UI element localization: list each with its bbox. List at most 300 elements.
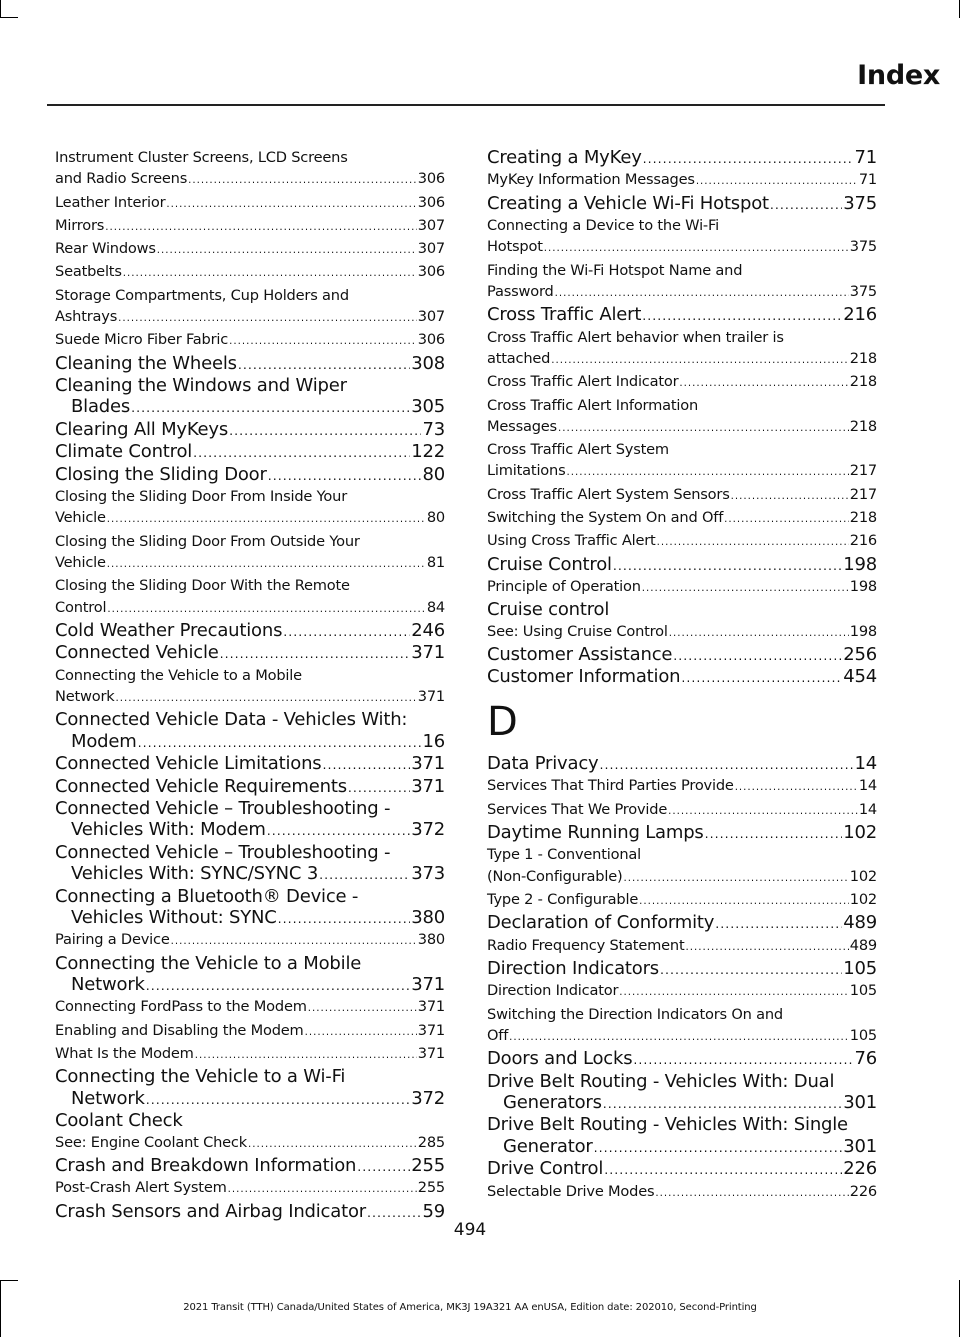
entry-text: Creating a MyKey (487, 147, 642, 168)
entry-text-cont: Vehicles Without: SYNC (71, 906, 277, 928)
index-entry[interactable] (55, 192, 445, 215)
page-ref: 255 (411, 1154, 445, 1176)
index-entry[interactable] (487, 822, 877, 844)
entry-text: Connected Vehicle – Troubleshooting - (55, 797, 391, 819)
page-ref: 372 (411, 819, 445, 841)
dot-leader (657, 532, 849, 553)
entry-text-cont: Generator (503, 1135, 593, 1157)
entry-text: Declaration of Conformity (487, 912, 715, 934)
entry-text: Radio Frequency Statement (487, 936, 685, 954)
entry-text: Cross Traffic Alert (487, 304, 642, 326)
entry-text: What Is the Modem (55, 1045, 194, 1063)
index-entry[interactable] (487, 912, 877, 934)
page-ref: 306 (417, 331, 445, 349)
page-ref: 371 (411, 974, 445, 996)
page-ref: 306 (417, 193, 445, 211)
index-entry[interactable] (55, 798, 445, 842)
page-ref: 226 (849, 1182, 877, 1200)
index-entry[interactable] (487, 935, 877, 958)
index-entry[interactable] (55, 753, 445, 775)
dot-leader (283, 621, 410, 642)
dot-leader (668, 801, 858, 822)
entry-text: Direction Indicators (487, 957, 659, 979)
entry-continuation (55, 819, 445, 841)
index-entry[interactable] (55, 1066, 445, 1110)
entry-text: Rear Windows (55, 240, 156, 258)
dot-leader (696, 171, 858, 192)
index-entry[interactable] (55, 642, 445, 664)
entry-continuation (487, 460, 877, 483)
entry-continuation (55, 396, 445, 418)
entry-text: Cross Traffic Alert Indicator (487, 373, 679, 391)
index-entry[interactable] (55, 486, 445, 531)
dot-leader (118, 308, 417, 329)
index-entry[interactable] (487, 554, 877, 576)
page-ref: 380 (411, 906, 445, 928)
dot-leader (685, 937, 848, 958)
entry-text: Crash and Breakdown Information (55, 1154, 357, 1176)
entry-text: Mirrors (55, 216, 105, 234)
index-entry[interactable] (55, 953, 445, 997)
index-entry[interactable] (487, 644, 877, 666)
page-ref: 255 (417, 1179, 445, 1197)
page-ref: 306 (417, 263, 445, 281)
entry-text: Selectable Drive Modes (487, 1182, 655, 1200)
page-ref: 71 (858, 171, 877, 189)
dot-leader (770, 194, 842, 215)
page-ref: 301 (843, 1092, 877, 1113)
entry-continuation (487, 416, 877, 439)
dot-leader (107, 599, 425, 620)
entry-continuation (55, 907, 445, 929)
dot-leader (643, 148, 854, 169)
dot-leader (681, 667, 842, 688)
page-ref: 226 (843, 1158, 877, 1180)
entry-text-cont: attached (487, 350, 551, 367)
index-entry[interactable] (487, 484, 877, 507)
page-ref: 308 (411, 352, 445, 374)
index-entry[interactable] (55, 285, 445, 330)
index-entry[interactable] (487, 1048, 877, 1070)
entry-text-cont: Limitations (487, 462, 566, 480)
entry-text: Closing the Sliding Door From Outside Your (55, 532, 360, 550)
index-entry[interactable] (487, 1181, 877, 1204)
index-entry[interactable] (55, 531, 445, 576)
dot-leader (228, 1179, 417, 1200)
index-entry[interactable] (487, 599, 877, 620)
entry-text: Type 2 - Configurable (487, 890, 639, 908)
index-entry[interactable] (487, 395, 877, 440)
index-entry[interactable] (487, 576, 877, 599)
page-ref: 198 (843, 553, 877, 575)
entry-text: Seatbelts (55, 263, 122, 281)
entry-text: Services That Third Parties Provide (487, 777, 734, 795)
dot-leader (633, 1049, 853, 1070)
page-ref: 380 (417, 931, 445, 949)
entry-continuation (487, 1092, 877, 1114)
entry-text: Direction Indicator (487, 982, 619, 1000)
entry-text: Instrument Cluster Screens, LCD Screens (55, 149, 348, 166)
dot-leader (509, 1027, 849, 1048)
crop-mark-top-left-h (0, 17, 18, 18)
index-entry[interactable] (487, 666, 877, 688)
page-ref: 216 (843, 304, 877, 326)
entry-text: Drive Belt Routing - Vehicles With: Single (487, 1114, 848, 1136)
entry-continuation (55, 168, 445, 191)
page-ref: 102 (849, 867, 877, 885)
index-entry[interactable] (55, 238, 445, 261)
entry-text: Cleaning the Wheels (55, 352, 237, 374)
entry-text: Climate Control (55, 441, 193, 463)
dot-leader (268, 465, 422, 486)
entry-text: Post-Crash Alert System (55, 1179, 227, 1197)
entry-text: Clearing All MyKeys (55, 418, 229, 440)
entry-text: Finding the Wi-Fi Hotspot Name and (487, 261, 743, 279)
page-ref: 14 (858, 777, 877, 795)
index-entry[interactable] (487, 844, 877, 889)
dot-leader (558, 418, 849, 439)
entry-text: Connected Vehicle – Troubleshooting - (55, 841, 391, 863)
entry-continuation (55, 597, 445, 620)
index-column-left (55, 147, 445, 1223)
entry-text: Customer Information (487, 666, 681, 688)
page-ref: 301 (843, 1135, 877, 1157)
entry-text-cont: Hotspot (487, 238, 543, 256)
index-entry[interactable] (487, 1004, 877, 1049)
index-entry[interactable] (55, 1110, 445, 1131)
index-entry[interactable] (487, 371, 877, 394)
index-entry[interactable] (55, 776, 445, 798)
dot-leader (604, 1159, 842, 1180)
entry-text: Cross Traffic Alert System Sensors (487, 485, 730, 503)
index-entry[interactable] (487, 1114, 877, 1158)
page-ref: 216 (849, 532, 877, 550)
entry-text: Connecting FordPass to the Modem (55, 998, 307, 1016)
index-entry[interactable] (487, 799, 877, 822)
page-ref: 76 (854, 1048, 877, 1070)
dot-leader (248, 1134, 417, 1155)
page-ref: 371 (411, 753, 445, 775)
index-entry[interactable] (487, 753, 877, 775)
page-ref: 122 (411, 441, 445, 463)
index-entry[interactable] (487, 980, 877, 1003)
entry-text-cont: Control (55, 598, 107, 616)
dot-leader (566, 462, 848, 483)
dot-leader (220, 643, 411, 664)
crop-mark-top-left (0, 0, 1, 18)
crop-mark-bottom-left-h (0, 1280, 18, 1281)
page-ref: 306 (417, 170, 445, 188)
dot-leader (639, 891, 849, 912)
index-entry[interactable] (487, 1158, 877, 1180)
index-entry[interactable] (487, 530, 877, 553)
entry-text: Data Privacy (487, 752, 599, 774)
page-ref: 73 (422, 418, 445, 440)
index-entry[interactable] (55, 147, 445, 192)
index-entry[interactable] (55, 1020, 445, 1043)
index-entry[interactable] (487, 304, 877, 326)
index-entry[interactable] (55, 886, 445, 930)
entry-text: Type 1 - Conventional (487, 846, 641, 864)
index-entry[interactable] (487, 327, 877, 372)
index-entry[interactable] (55, 419, 445, 441)
index-entry[interactable] (55, 665, 445, 710)
page-ref: 102 (843, 821, 877, 843)
index-entry[interactable] (55, 1155, 445, 1177)
page-ref: 71 (854, 147, 877, 168)
entry-text: Cold Weather Precautions (55, 619, 283, 641)
dot-leader (138, 732, 422, 753)
entry-text: Coolant Check (55, 1110, 183, 1132)
page-ref: 372 (411, 1087, 445, 1109)
entry-text-cont: Network (55, 688, 115, 705)
index-entry[interactable] (55, 261, 445, 284)
page-ref: 489 (843, 912, 877, 934)
entry-continuation (487, 348, 877, 371)
entry-text: Connecting the Vehicle to a Wi-Fi (55, 1066, 346, 1088)
entry-text: Connecting a Bluetooth® Device - (55, 885, 359, 907)
entry-text: Connected Vehicle Requirements (55, 775, 347, 797)
page-ref: 371 (411, 642, 445, 664)
dot-leader (107, 509, 426, 530)
dot-leader (357, 1156, 410, 1177)
index-entry[interactable] (55, 1043, 445, 1066)
entry-text-cont: Vehicles With: SYNC/SYNC 3 (71, 863, 319, 885)
page-ref: 218 (849, 509, 877, 527)
entry-continuation (55, 974, 445, 996)
dot-leader (308, 998, 417, 1019)
entry-text: Crash Sensors and Airbag Indicator (55, 1200, 366, 1222)
entry-text: Storage Compartments, Cup Holders and (55, 286, 349, 304)
index-entry[interactable] (55, 929, 445, 952)
dot-leader (551, 350, 848, 371)
dot-leader (735, 777, 858, 798)
entry-continuation (487, 236, 877, 259)
dot-leader (613, 555, 842, 576)
page-ref: 307 (417, 240, 445, 258)
dot-leader (322, 754, 410, 775)
entry-text: Switching the Direction Indicators On and (487, 1005, 783, 1023)
entry-continuation (55, 686, 445, 709)
dot-leader (157, 240, 417, 261)
entry-text-cont: Modem (71, 730, 137, 752)
entry-continuation (55, 507, 445, 530)
page-ref: 14 (854, 752, 877, 774)
page-ref: 84 (426, 598, 445, 616)
dot-leader (603, 1093, 842, 1114)
entry-text-cont: Network (71, 974, 145, 996)
entry-text: Drive Belt Routing - Vehicles With: Dual (487, 1070, 835, 1092)
entry-text: Suede Micro Fiber Fabric (55, 331, 229, 349)
index-entry[interactable] (55, 441, 445, 463)
index-entry[interactable] (487, 147, 877, 169)
page-ref: 454 (843, 666, 877, 688)
entry-text: Using Cross Traffic Alert (487, 532, 656, 550)
page-ref: 285 (417, 1133, 445, 1151)
index-entry[interactable] (55, 464, 445, 486)
dot-leader (193, 442, 410, 463)
page-ref: 198 (849, 622, 877, 640)
entry-text: Cleaning the Windows and Wiper (55, 375, 347, 397)
page-ref: 371 (417, 688, 445, 705)
page-ref: 105 (849, 982, 877, 1000)
dot-leader (724, 509, 849, 530)
dot-leader (146, 975, 410, 996)
dot-leader (195, 1045, 417, 1066)
dot-leader (731, 486, 849, 507)
page-title: Index (857, 60, 940, 91)
entry-text: Enabling and Disabling the Modem (55, 1021, 304, 1039)
entry-text: Creating a Vehicle Wi-Fi Hotspot (487, 192, 769, 214)
entry-text-cont: Blades (71, 396, 131, 418)
dot-leader (673, 645, 842, 666)
entry-text: Doors and Locks (487, 1048, 633, 1070)
page-ref: 246 (411, 619, 445, 641)
entry-text-cont: and Radio Screens (55, 170, 188, 188)
page-ref: 307 (417, 216, 445, 234)
index-entry[interactable] (487, 193, 877, 215)
dot-leader (348, 777, 410, 798)
page-ref: 371 (417, 1021, 445, 1039)
dot-leader (619, 982, 848, 1003)
dot-leader (238, 354, 410, 375)
index-entry[interactable] (487, 958, 877, 980)
entry-text-cont: Messages (487, 417, 557, 435)
entry-text: Daytime Running Lamps (487, 821, 704, 843)
edition-info: 2021 Transit (TTH) Canada/United States of America, MK3J 19A321 AA enUSA, Edition date: 202010, Second-Printing (183, 1302, 757, 1313)
section-letter: D (487, 698, 518, 745)
page-ref: 371 (411, 775, 445, 797)
entry-continuation (55, 1088, 445, 1110)
dot-leader (166, 194, 416, 215)
page-ref: 14 (858, 800, 877, 818)
entry-text: Closing the Sliding Door (55, 463, 267, 485)
dot-leader (229, 420, 421, 441)
dot-leader (319, 864, 410, 885)
page-ref: 105 (843, 957, 877, 979)
dot-leader (599, 754, 853, 775)
dot-leader (660, 959, 842, 980)
index-entry[interactable] (55, 1132, 445, 1155)
index-entry[interactable] (55, 620, 445, 642)
dot-leader (679, 373, 848, 394)
page-ref: 102 (849, 890, 877, 908)
entry-text: Closing the Sliding Door From Inside Your (55, 488, 347, 506)
entry-text: See: Engine Coolant Check (55, 1133, 247, 1151)
page-ref: 80 (422, 463, 445, 485)
index-entry[interactable] (55, 329, 445, 352)
entry-text-cont: Off (487, 1026, 509, 1044)
index-entry[interactable] (487, 260, 877, 305)
index-entry[interactable] (487, 889, 877, 912)
page-ref: 218 (849, 350, 877, 367)
index-entry[interactable] (55, 575, 445, 620)
entry-text: See: Using Cruise Control (487, 622, 668, 640)
page-ref: 217 (849, 485, 877, 503)
page-ref: 373 (411, 863, 445, 885)
dot-leader (278, 908, 411, 929)
dot-leader (107, 554, 426, 575)
index-column-right (487, 147, 877, 1204)
dot-leader (146, 1089, 410, 1110)
index-entry[interactable] (55, 1177, 445, 1200)
page-ref: 371 (417, 1045, 445, 1063)
dot-leader (623, 868, 848, 889)
entry-text: Cross Traffic Alert Information (487, 396, 699, 414)
index-entry[interactable] (487, 439, 877, 484)
entry-text: Drive Control (487, 1158, 604, 1180)
index-entry[interactable] (55, 996, 445, 1019)
index-entry[interactable] (55, 353, 445, 375)
index-entry[interactable] (55, 709, 445, 753)
entry-text: Connecting the Vehicle to a Mobile (55, 666, 302, 684)
dot-leader (669, 623, 849, 644)
page-ref: 105 (849, 1026, 877, 1044)
index-entry[interactable] (487, 215, 877, 260)
entry-text: Cruise Control (487, 553, 612, 575)
entry-continuation (55, 863, 445, 885)
entry-continuation (55, 731, 445, 753)
index-entry[interactable] (55, 842, 445, 886)
entry-text: Leather Interior (55, 193, 166, 211)
page-ref: 218 (849, 373, 877, 391)
page-ref: 256 (843, 644, 877, 666)
page-ref: 375 (849, 238, 877, 256)
entry-text: Switching the System On and Off (487, 509, 724, 527)
page-ref: 375 (849, 283, 877, 300)
dot-leader (188, 170, 417, 191)
dot-leader (642, 305, 842, 326)
index-entry[interactable] (487, 775, 877, 798)
entry-text: Connecting the Vehicle to a Mobile (55, 952, 362, 974)
entry-text-cont: Password (487, 283, 554, 300)
entry-text: Cross Traffic Alert behavior when trailer is (487, 328, 784, 346)
entry-text: Services That We Provide (487, 800, 668, 818)
page-ref: 489 (849, 936, 877, 954)
dot-leader (105, 217, 417, 238)
page-ref: 80 (426, 509, 445, 527)
entry-continuation (487, 866, 877, 889)
entry-text: Cruise control (487, 599, 610, 621)
entry-text-cont: Generators (503, 1092, 602, 1113)
page-number: 494 (453, 1220, 487, 1240)
entry-continuation (487, 1025, 877, 1048)
index-entry[interactable] (487, 169, 877, 192)
dot-leader (123, 263, 417, 284)
index-entry[interactable] (55, 375, 445, 419)
page-ref: 305 (411, 396, 445, 418)
entry-text: Principle of Operation (487, 578, 641, 596)
dot-leader (171, 931, 417, 952)
entry-text: Connected Vehicle Limitations (55, 753, 322, 775)
entry-continuation (55, 306, 445, 329)
entry-text: Connecting a Device to the Wi-Fi (487, 217, 719, 235)
index-entry[interactable] (487, 621, 877, 644)
index-entry[interactable] (487, 1071, 877, 1115)
page-ref: 59 (422, 1200, 445, 1222)
dot-leader (555, 283, 849, 304)
entry-text-cont: Network (71, 1087, 145, 1109)
entry-text: Connected Vehicle (55, 642, 219, 664)
dot-leader (544, 238, 849, 259)
index-entry[interactable] (487, 507, 877, 530)
index-entry[interactable] (55, 215, 445, 238)
page-ref: 375 (843, 192, 877, 214)
dot-leader (655, 1183, 848, 1204)
page-ref: 198 (849, 578, 877, 596)
entry-text: Customer Assistance (487, 644, 673, 666)
entry-continuation (487, 281, 877, 304)
